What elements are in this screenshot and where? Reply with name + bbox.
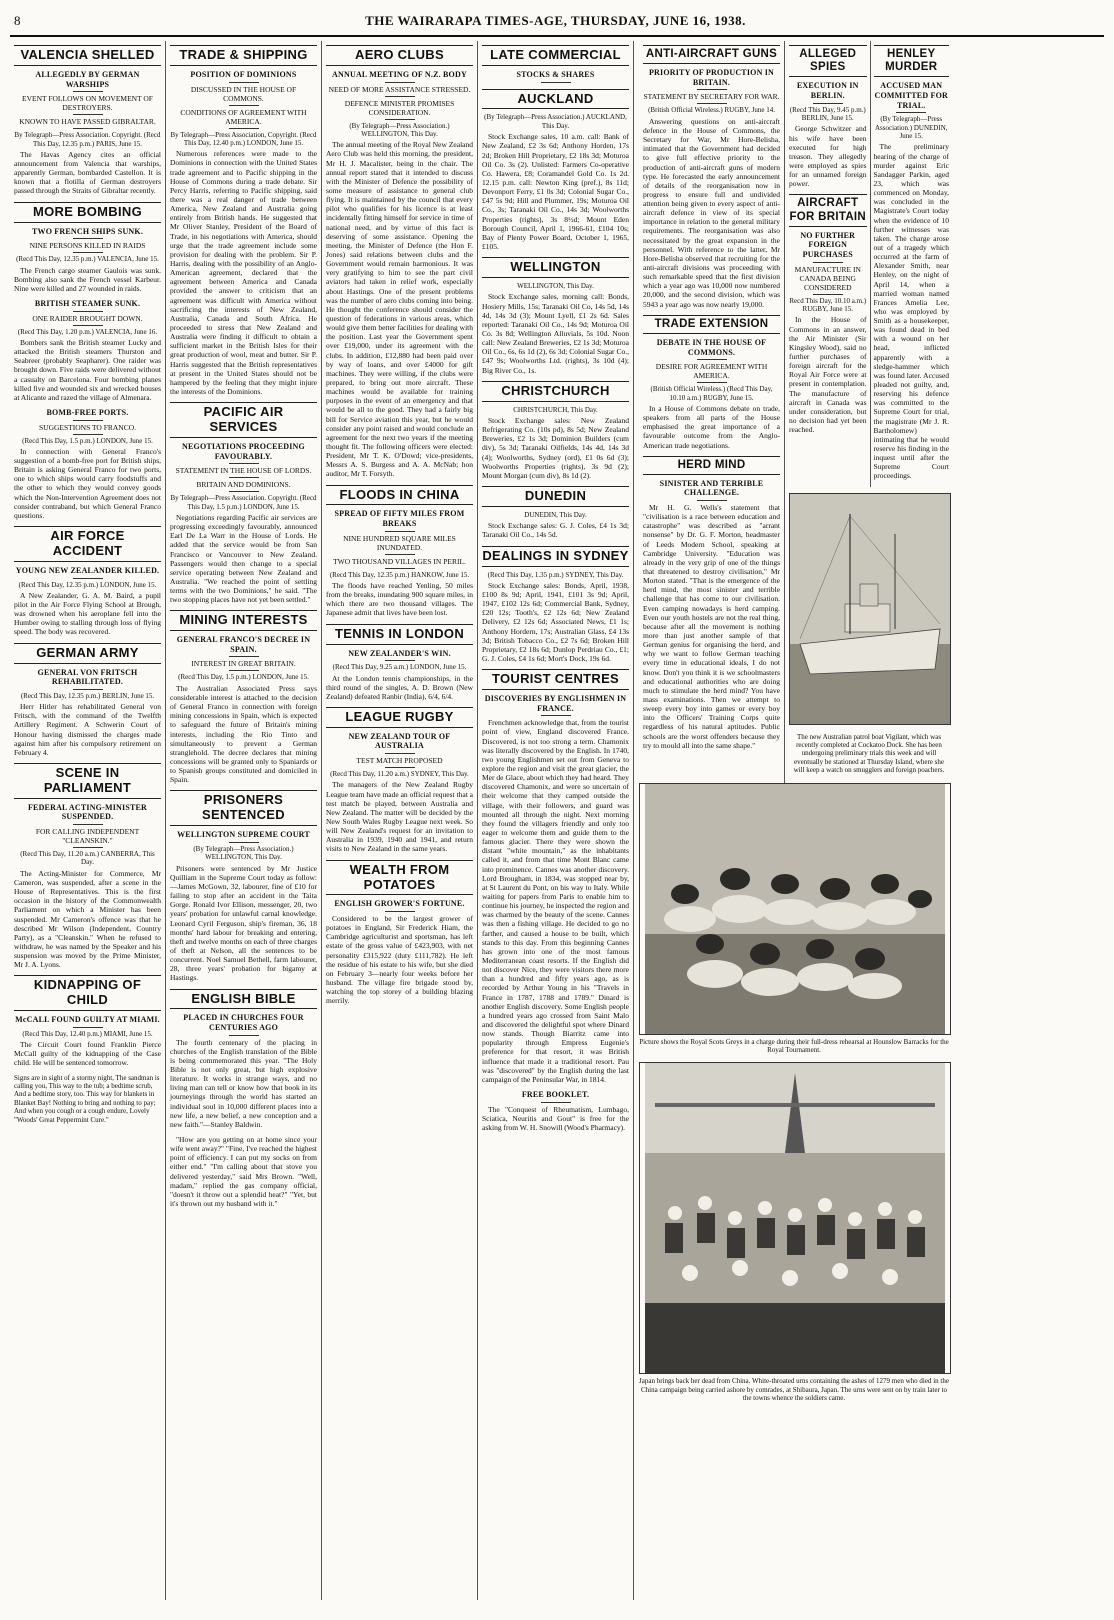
dateline: By Telegraph—Press Association, Copyright. (Recd This Day, 12.40 p.m.) LONDON, June 15.: [170, 130, 317, 147]
article: [14, 763, 161, 969]
article-body: Negotiations regarding Pacific air services are progressing exceedingly favourably, announced Earl De La Warr in the House of Lords. He added that the service would be from San Francisco or Vancouver to New Zealand. Passengers would then change to a special service operating between New Zealand and Australia. "We reached the point of settling terms with the two Dominions," he said. "The two stopping places have not yet been settled.": [170, 512, 317, 605]
article-body: Herr Hitler has rehabilitated General von Fritsch, with the command of the Twelfth Artillery Regiment. A Schwerin Court of Honour having dismissed the charges made against him after his compulsory retirement on February 4.: [14, 702, 161, 757]
column-2: [166, 41, 322, 1600]
article-subheading: BRITAIN AND DOMINIONS.: [196, 480, 291, 490]
article-body: Frenchmen acknowledge that, from the tourist point of view, England discovered France. Discovered, is not too strong a term. Chamonix was literally discovered by the English. In 1740, two young Englishmen set out from Geneva to explore the region and visit the great glacier, the Mer de Glace, about which they had heard. They discovered Chamonix, and were so uncertain of their welcome that they camped outside the village, with their followers, and guard was mounted all through the night. Next morning they found the villagers friendly and only too eager to welcome them and guide them to the famous glacier. There they were shown the distant "white mountain," as the inhabitants called it, and from that time Mont Blanc came into prominence. Cannes was another discovery. Lord Brougham, in 1834, was stopped near by, at St Laurent du Pont, on his way to Italy. While waiting for papers from Paris to enable him to continue his journey, he inspected the region and was charmed by the beauty of the scene. Cannes was then a fishing village. He decided to go no farther, and caused a house to be built, which stands to this day. From this beginning Cannes has grown into one of the most famous Mediterranean coast resorts. If the English did not discover Nice, they were visitors there more than a hundred and fifty years ago, as is recorded by Arthur Young in his "Travels in France in 1787, 1788 and 1789." Dinard is another English discovery. Some English people a hundred years ago crossed from Saint Malo and discovered the delightful spot where Dinard now stands. Though Biarritz came into popularity through Empress Eugenie's preference for that resort, it was British influence that made it a traditional resort. Pau was "discovered" by the English during the last campaign of the Peninsular War, in 1814.: [482, 718, 629, 1084]
article-subheading: MANUFACTURE IN CANADA BEING CONSIDERED: [794, 264, 861, 292]
article-body: Stock Exchange sales, 10 a.m. call: Bank of New Zealand, £2 3s 6d; Anthony Horden, 17s 2d; Broken Hill Proprietary, £2 18s 3d; Moturoa Oil Co. 3s (2). Unlisted: Farmers Co-operative Co. Hawera, £8; Coramandel Gold Co. 1s 2d. 12.15 p.m. call: Newton King (pref.), 8s 11d; Devonport Ferry, £1 0s 3d; Colonial Sugar Co., £47 5s 9d; Hill and Plummer, 19s; Moturoa Oil Co., 3s; Taranaki Oil Co., 14s 3d; Woolworths Properties (rights), 3s 8½d; Mount Eden Borough Council, April 1, 1966-61, £104 10s; Bay of Plenty Power Board, October 1, 1965, £105.: [482, 132, 629, 251]
article-subheading: YOUNG NEW ZEALANDER KILLED.: [15, 565, 160, 575]
article-subheading: WELLINGTON SUPREME COURT: [177, 830, 310, 840]
article: [14, 408, 161, 520]
japan-urns-photo: [639, 1062, 951, 1374]
greys-caption: Picture shows the Royal Scots Greys in a charge during their full-dress rehearsal at Hounslow Barracks for the Royal Tournament.: [639, 1037, 949, 1054]
article-body: In connection with General Franco's suggestion of a bomb-free port for British ships, Britain is asking General Franco for two ports, one to which ships would carry foodstuffs and the other to which they would convey goods which the Non-Intervention Agreement does not consider contraband, but which General Franco questions.: [14, 446, 161, 520]
article-headline: DUNEDIN: [482, 486, 629, 507]
article-body: The annual meeting of the Royal New Zealand Aero Club was held this morning, the president, Mr H. J. Macalister, being in the chair. The annual report stated that it intended to discuss with the Minister of Defence the possibility of some measure of assistance to general club flying. It is maintained by the council that every pilot who qualifies for his licence is at least incidentally fitting himself for service in time of national need, and by virtue of this fact is deserving of some assistance. Opening the meeting, the Minister of Defence (the Hon F. Jones) said relations between clubs and the Government would remain harmonious. It was very gratifying to him to see the part civil aviators had taken in relief work, especially about Hastings. One of the present problems was the number of aero clubs coming into being. He thought the conference should consider the question of federations in various areas, which would give them better facilities for dealing with the position. Last year the Government spent over £19,000, under its agreement with the clubs. In addition, £12,880 had been paid over by way of loans, and over £4000 for gift machines. They were willing, if the clubs were prepared, to bring out more aircraft. These machines would be available for training purposes in the event of an emergency and that would be all to the good. They had a fairly big bill for Service aviation this year, but he would consider any point raised and would conclude an agreement for the next two years if the meeting thought fit. The following officers were elected: President, Mr T. K. O'Dowd; vice-presidents, Messrs A. S. Burgess and A. A. McNab; hon auditor, Mr T. Forsyth.: [326, 140, 473, 479]
article-headline: GERMAN ARMY: [14, 643, 161, 664]
dateline: By Telegraph—Press Association. Copyright. (Recd This Day, 12.35 p.m.) PARIS, June 15.: [14, 131, 161, 148]
article: [14, 45, 161, 196]
article-headline: AIRCRAFT FOR BRITAIN: [789, 194, 867, 226]
column-4: [478, 41, 634, 1600]
article-subheading: SPREAD OF FIFTY MILES FROM BREAKS: [334, 509, 465, 529]
article-body: Stock Exchange sales, morning call: Bonds, Hosiery Mills, 15s; Taranaki Oil Co, 14s 5d, 14s 4d, 14s 3d (3); Mount Lyell, £1 2s 6d. Sales reported: Taranaki Oil Co., 14s 9d; Moturoa Oil Co. 3s 8d; Wellington Alluvials, 5s 10d. Noon call: New Zealand Breweries, £2 1s 3d; Moturoa Oil Co., 6s, 6s 1d (2), 6s 3d; Colonial Sugar Co., £47 9s; Woolworths Ltd. (rights), 3s 10d (4); Big River Co., 1s.: [482, 292, 629, 375]
dateline: (Recd This Day, 9.45 p.m.) BERLIN, June 15.: [789, 105, 866, 123]
article-subheading: ENGLISH GROWER'S FORTUNE.: [334, 899, 465, 909]
article: [482, 89, 629, 252]
newspaper-page: [10, 10, 1104, 1600]
article-subheading: FOR CALLING INDEPENDENT "CLEANSKIN.": [35, 827, 140, 846]
article-body: Considered to be the largest grower of potatoes in England, Sir Frederick Hiam, the Cambridge agriculturist and sportsman, has left estate of the gross value of £423,903, with net personality £315,922 (duty £111,782). He left the residue of his estate to his wife, but she died on February 3—nearly four weeks before her husband. The village fire brigade stood by, watching the top storey of a building blazing merrily.: [326, 914, 473, 1006]
article-body: Numerous references were made to the Dominions in connection with the United States trade agreement and to Pacific shipping in the House of Commons during a trade debate. Sir Percy Harris, referring to Pacific shipping, said there was a real danger of trade between America, New Zealand and Australia going entirely from British hands. He suggested that Mr Oliver Stanley, President of the Board of Trade, in his negotiations with America, should urge that the trade agreement include some provision for dealing with the problem. Sir P. Harris, dealing with the possibility of an Anglo-American agreement, declared that the agreement between America and Canada provided the answer to criticism that an agreement was difficult with America without sacrificing the interests of New Zealand, Australia, Canada and South Africa. He proceeded to stress that New Zealand and Australia were finding it difficult to obtain a sufficient market in the British Isles for their great production of wool, meat and butter. Sir P. Harris suggested that the British representatives at present in the United States should not be hampered by the feeling that they might injure the interests of the Dominions.: [170, 149, 317, 396]
dateline: (Recd This Day, 1.20 p.m.) VALENCIA, June 16.: [17, 327, 158, 336]
article-subheading: STOCKS & SHARES: [516, 69, 595, 79]
divider-rule: [385, 554, 415, 555]
dateline: (By Telegraph—Press Association.) WELLINGTON, This Day.: [193, 844, 294, 862]
divider-rule: [229, 670, 259, 671]
right-section: [634, 41, 954, 1600]
article: [482, 45, 629, 83]
newspaper-title: THE WAIRARAPA TIMES-AGE, THURSDAY, JUNE 16, 1938.: [365, 13, 746, 28]
divider-rule: [73, 847, 103, 848]
article-body: At the London tennis championships, in the third round of the singles, A. D. Brown (New Zealand) defeated Ranbir (India), 6/4, 6/4.: [326, 673, 473, 701]
column-6: [789, 41, 871, 487]
article-body: The Circuit Court found Franklin Pierce McCall guilty of the kidnapping of the Case child. He will be sentenced tomorrow.: [14, 1040, 161, 1068]
divider-rule: [697, 382, 727, 383]
article-body: George Schwitzer and his wife have been executed for high treason. They allegedly were employed as spies for an unnamed foreign power.: [789, 124, 867, 189]
article: [170, 45, 317, 396]
dateline: (Recd This Day, 11.20 a.m.) SYDNEY, This Day.: [330, 770, 469, 779]
article: [326, 707, 473, 854]
dateline: (Recd This Day, 12.40 p.m.) MIAMI, June 15.: [22, 1029, 153, 1038]
article-subheading: NO FURTHER FOREIGN PURCHASES: [800, 230, 856, 260]
dateline: (Recd This Day, 9.25 a.m.) LONDON, June 15.: [332, 663, 467, 672]
divider-rule: [697, 500, 727, 501]
article-subheading: NEW ZEALAND TOUR OF AUSTRALIA: [348, 731, 451, 751]
article-headline: MORE BOMBING: [14, 202, 161, 223]
article-subheading: DEFENCE MINISTER PROMISES CONSIDERATION.: [344, 98, 455, 117]
divider-rule: [73, 420, 103, 421]
divider-rule: [229, 1035, 259, 1036]
article-subheading: PRIORITY OF PRODUCTION IN BRITAIN.: [648, 68, 775, 87]
dateline: (Recd This Day, 12.35 p.m.) HANKOW, June 15.: [329, 570, 470, 579]
dateline: (Recd This Day, 1.5 p.m.) LONDON, June 15.: [178, 673, 309, 682]
divider-rule: [229, 463, 259, 464]
divider-rule: [697, 103, 727, 104]
article-body: The "Conquest of Rheumatism, Lumbago, Sciatica, Neuritis and Gout" is free for the asking from W. H. Snowill (Wood's Pharmacy).: [482, 1104, 629, 1132]
article: [326, 45, 473, 479]
article: [482, 257, 629, 375]
article-subheading: FEDERAL ACTING-MINISTER SUSPENDED.: [27, 802, 148, 822]
article-subheading: NEGOTIATIONS PROCEEDING FAVOURABLY.: [182, 441, 305, 461]
divider-rule: [229, 842, 259, 843]
divider-rule: [541, 715, 571, 716]
divider-rule: [73, 824, 103, 825]
article-headline: PRISONERS SENTENCED: [170, 790, 317, 826]
divider-rule: [385, 911, 415, 912]
article: [326, 624, 473, 701]
article-headline: ALLEGED SPIES: [789, 45, 867, 77]
article-headline: MINING INTERESTS: [170, 610, 317, 631]
masthead: [10, 10, 1104, 37]
divider-rule: [73, 689, 103, 690]
article-headline: ENGLISH BIBLE: [170, 989, 317, 1010]
article-headline: SCENE IN PARLIAMENT: [14, 763, 161, 799]
divider-rule: [73, 128, 103, 129]
article: [482, 381, 629, 480]
royal-scots-greys-photo: [639, 783, 951, 1035]
article-headline: CHRISTCHURCH: [482, 381, 629, 402]
ship-caption: The new Australian patrol boat Vigilant, which was recently completed at Cockatoo Dock. She has been undergoing preliminary trials this week and will eventually be stationed at Thursday Island, where she will keep a watch on smugglers and foreign poachers.: [793, 732, 945, 775]
article: [14, 526, 161, 637]
article-subheading: NINE HUNDRED SQUARE MILES INUNDATED.: [343, 533, 456, 552]
divider-rule: [229, 128, 259, 129]
divider-rule: [385, 531, 415, 532]
divider-rule: [73, 91, 103, 92]
article-body: "How are you getting on at home since your wife went away?" "Fine, I've reached the highest point of efficiency. I can put my socks on from either end." "I'm calling about that stove you delivered yesterday," said Mrs Brown. "Well, madam," replied the gas company official, "doesn't it throw out a splendid heat?" "Yet, but it's thrown out my husband with it.": [170, 1135, 317, 1209]
article-subheading: DESIRE FOR AGREEMENT WITH AMERICA.: [655, 362, 768, 381]
article-body: A New Zealander, G. A. M. Baird, a pupil pilot in the Air Force Flying School at Brough, was drowned when his aeroplane fell into the Humber owing to stalling through loss of flying speed. The body was recovered.: [14, 590, 161, 637]
divider-rule: [813, 262, 843, 263]
article-headline: WELLINGTON: [482, 257, 629, 278]
divider-rule: [697, 89, 727, 90]
article: [14, 299, 161, 402]
article-subheading: NINE PERSONS KILLED IN RAIDS: [29, 241, 146, 251]
dateline: By Telegraph—Press Association. Copyright. (Recd This Day, 1.5 p.m.) LONDON, June 15.: [170, 494, 317, 511]
article-subheading: FREE BOOKLET.: [521, 1089, 590, 1099]
article-subheading: EXECUTION IN BERLIN.: [796, 81, 859, 101]
divider-rule: [541, 1102, 571, 1103]
article-body: Prisoners were sentenced by Mr Justice Quilliam in the Supreme Court today as follow:—James McGown, 32, labourer, fine of £10 for failing to stop after an accident in the Taita Gorge. Ronald Ivor Ellison, messenger, 20, two years' probation for unlawful carnal knowledge. Leonard Cyril Ferguson, ship's fireman, 36, 18 months' hard labour for breaking and entering, theft and twelve months on each of three charges of theft at Nelson, all the sentences to be concurrent. Noel Samuel Bethell, farm labourer, 28, three years' probation for bigamy at Hastings.: [170, 863, 317, 983]
divider-rule: [73, 434, 103, 435]
article-body: In a House of Commons debate on trade, speakers from all parts of the House emphasised the great importance of a favourable outcome from the Anglo-American trade negotiations.: [643, 403, 780, 450]
divider-rule: [229, 477, 259, 478]
article-headline: AUCKLAND: [482, 89, 629, 110]
divider-rule: [229, 491, 259, 492]
article-subheading: BRITISH STEAMER SUNK.: [34, 298, 141, 308]
verse-advertisement: Signs are in sight of a stormy night, The sandman is calling you, This way to the tub; a bedtime scrub, And a bedtime story, too. This way for blankets in Blanket Bay! Nothing to bring and nothing to pay; And when you cough or a cough endure, Lovely "Woods' Great Peppermint Cure.": [14, 1073, 160, 1124]
divider-rule: [813, 294, 843, 295]
article-body: Answering questions on anti-aircraft defence in the House of Commons, the Secretary for War, Mr Hore-Belisha, intimated that the Government had decided to give full effective priority to the production of anti-aircraft guns of modern type. He forecasted the early announcement of details of the reorganisation now in progress to ensure full and undivided attention being given to every aspect of anti-aircraft defence in view of its special importance in relation to the general military requirements. The reorganisation was also necessitated by the great expansion in the personnel. With reference to the latter, Mr Hore-Belisha observed that recruiting for the anti-aircraft divisions was proceeding with such remarkable speed that the first division which a year ago was 10,000 now numbered 20,000, and the second division, which was 5943 a year ago was now nearly 19,000.: [643, 116, 780, 309]
article: [170, 790, 317, 982]
article-headline: TENNIS IN LONDON: [326, 624, 473, 645]
article-headline: AERO CLUBS: [326, 45, 473, 66]
article-subheading: SUGGESTIONS TO FRANCO.: [38, 422, 137, 432]
divider-rule: [385, 82, 415, 83]
divider-rule: [385, 119, 415, 120]
article-subheading: GENERAL FRANCO'S DECREE IN SPAIN.: [176, 635, 311, 654]
article-headline: TRADE EXTENSION: [643, 315, 780, 334]
dateline: (By Telegraph—Press Association.) DUNEDIN, June 15.: [874, 115, 948, 140]
article-subheading: McCALL FOUND GUILTY AT MIAMI.: [15, 1015, 160, 1025]
divider-rule: [697, 359, 727, 360]
divider-rule: [73, 578, 103, 579]
article-body: The Acting-Minister for Commerce, Mr Cameron, was suspended, after a scene in the House of Representatives. This is the first occasion in the history of the Commonwealth Parliament on which a Minister has been suspended. Mr Cameron's offence was that he described Mr Wilson (Independent, Country Party), as a "Cleanskin." When he refused to withdraw, he was named by the Speaker and his suspension was moved by the Prime Minister, Mr J. A. Lyons.: [14, 868, 161, 970]
article-subheading: DISCUSSED IN THE HOUSE OF COMMONS.: [190, 84, 297, 103]
dateline: Recd This Day, 10.10 a.m.) RUGBY, June 15.: [789, 296, 867, 313]
divider-rule: [385, 767, 415, 768]
article-headline: WEALTH FROM POTATOES: [326, 860, 473, 896]
dateline: (Recd This Day, 12.35 p.m.) BERLIN, June 15.: [20, 691, 155, 700]
article-body: The preliminary hearing of the charge of murder against Eric Sandagger Parkin, aged 23, which was commenced on Monday, was concluded in the Magistrate's Court today when the evidence of 10 further witnesses was taken. The charge arose out of a tragedy which occurred at the farm of Alexander Smith, near Henley, on the night of April 14, when a married woman named Frances Amelia Lee, who was employed by Smith as a housekeeper, was found dead in bed with a wound on her head, inflicted apparently with a sledge-hammer which was found later. Accused pleaded not guilty, and, reserving his defence was committed to the Supreme Court for trial, the magistrate (Mr J. R. Bartholomew) intimating that he would reserve his finding in the inquest until after the Supreme Court proceedings.: [873, 142, 949, 481]
dateline: CHRISTCHURCH, This Day.: [513, 405, 598, 414]
dateline: (British Official Wireless.) RUGBY, June 14.: [648, 106, 775, 115]
divider-rule: [73, 325, 103, 326]
dateline: (Recd This Day, 1.35 p.m.) SYDNEY, This Day.: [487, 570, 624, 579]
article-headline: PACIFIC AIR SERVICES: [170, 402, 317, 438]
page-number: 8: [14, 13, 21, 28]
divider-rule: [385, 96, 415, 97]
divider-rule: [229, 656, 259, 657]
article-headline: TOURIST CENTRES: [482, 669, 629, 690]
article: [482, 669, 629, 1084]
article-body: Stock Exchange sales: Bonds, April, 1938, £100 8s 9d; April, 1941, £101 3s 9d; April, 1947, £102 12s 6d; Commercial Bank, Sydney, £20 12s; Tooth's, £2 12s 6d; New Zealand Delivery, £2 12s 6d; Associated News, £1 1s; Anthony Hordern, 17s; Australian Glass, £4 13s 3d; British Tobacco Co., £2 7s 6d; Broken Hill Proprietary, £2 18s 6d; Dunlop Perdriau Co., £1; G. J. Coles, £4 1s 6d; Mort's Dock, 19s 6d.: [482, 580, 629, 664]
divider-rule: [73, 252, 103, 253]
article-body: The Havas Agency cites an official announcement from Valencia that warships, apparently German, bombarded Castellon. It is known that a flotilla of German destroyers passed through the Straits of Gibraltar recently.: [14, 149, 161, 196]
article-subheading: TEST MATCH PROPOSED: [356, 756, 443, 766]
column-7: [871, 41, 950, 487]
divider-rule: [229, 105, 259, 106]
article-body: The managers of the New Zealand Rugby League team have made an official request that a test match be played, between Australia and New Zealand. The matter will be decided by the New South Wales Rugby League next week. So will New Zealand's request for an invitation to Australia in 1939, 1940 and 1941, and return visits to New Zealand in the same years.: [326, 780, 473, 854]
divider-rule: [385, 753, 415, 754]
article-headline: TRADE & SHIPPING: [170, 45, 317, 66]
article-headline: FLOODS IN CHINA: [326, 485, 473, 506]
article-headline: AIR FORCE ACCIDENT: [14, 526, 161, 562]
article: [789, 45, 867, 188]
article-body: Stock Exchange sales: New Zealand Refrigerating Co. (10s pd), 8s 5d; New Zealand Breweries, £2 1s 3d; Dominion Builders (cum div), 5s 3d; Taranaki Oilfields, 14s 4d, 14s 3d (4); Woolworths, Sydney (ord), £1 0s 6d (3); Woolworths Properties (rights), 3s 9d (2); Mount Morgan (cum div), 8s 1d (2).: [482, 416, 629, 480]
dateline: (Recd This Day, 11.20 a.m.) CANBERRA, This Day.: [20, 850, 155, 867]
article-headline: HENLEY MURDER: [874, 45, 950, 77]
article-subheading: KNOWN TO HAVE PASSED GIBRALTAR.: [19, 117, 156, 127]
divider-rule: [541, 82, 571, 83]
divider-rule: [813, 103, 843, 104]
article: [170, 989, 317, 1130]
article: [643, 45, 780, 309]
article: [170, 402, 317, 604]
article-body: Bombers sank the British steamer Lucky and attacked the British steamers Thurston and Seabreer (probably Seapharer). One raider was brought down. Five raids were delivered without a casualty on Barcelona. Four bombing planes killed five and wounded six and wrecked houses at Alicante and razed the village of Almenara.: [14, 337, 161, 402]
article: [170, 1135, 317, 1208]
article-body: Stock Exchange sales: G. J. Coles, £4 1s 3d; Taranaki Oil Co., 14s 5d.: [482, 521, 629, 540]
divider-rule: [896, 112, 926, 113]
dateline: (British Official Wireless.) (Recd This Day, 10.10 a.m.) RUGBY, June 15.: [650, 385, 773, 402]
divider-rule: [229, 82, 259, 83]
dateline: (By Telegraph—Press Association.) AUCKLAND, This Day.: [484, 113, 627, 130]
divider-rule: [73, 238, 103, 239]
article-body: The fourth centenary of the placing in churches of the English translation of the Bible is being commemorated this year. "The Holy Bible is not only great, but high explosive literature. It works in strange ways, and no living man can tell or know how that book in its journeyings through the world has started an individual soul in 10,000 different places into a new life, a new belief, a new conception and a new faith."—Stanley Baldwin.: [170, 1037, 317, 1129]
article-subheading: ACCUSED MAN COMMITTED FOR TRIAL.: [874, 81, 948, 110]
article-body: The Australian Associated Press says considerable interest is attached to the decision of General Franco in connection with foreign mining concessions in Spain, which is expected to safeguard the future of Britain's mining interests, including the Rio Tinto and simultaneously to prevent a German stranglehold. The decree declares that mining concessions will be granted only to Spaniards or to Spanish groups constituted and domiciled in Spain.: [170, 683, 317, 785]
divider-rule: [73, 311, 103, 312]
article-subheading: CONDITIONS OF AGREEMENT WITH AMERICA.: [180, 107, 307, 126]
japan-caption: Japan brings back her dead from China. White-throated urns containing the ashes of 1279 men who died in the China campaign being carried ashore by comrades, at Shibaura, Japan. The urns were sent on by train later to the towns whence the soldiers came.: [639, 1377, 949, 1403]
article-subheading: ONE RAIDER BROUGHT DOWN.: [32, 313, 143, 323]
article-subheading: SINISTER AND TERRIBLE CHALLENGE.: [659, 478, 764, 498]
article: [874, 45, 950, 481]
column-1: [10, 41, 166, 1600]
column-3: [322, 41, 478, 1600]
ship-photo: [789, 493, 951, 725]
dateline: WELLINGTON, This Day.: [517, 282, 594, 291]
dateline: DUNEDIN, This Day.: [524, 510, 587, 519]
article-subheading: GENERAL VON FRITSCH REHABILITATED.: [37, 667, 138, 687]
article-subheading: TWO THOUSAND VILLAGES IN PERIL.: [333, 556, 466, 566]
article: [170, 610, 317, 784]
article-headline: ANTI-AIRCRAFT GUNS: [643, 45, 780, 64]
divider-rule: [73, 114, 103, 115]
article-body: The French cargo steamer Gaulois was sunk. Bombing also sank the French vessel Karbeur. Nine were killed and 27 wounded in raids.: [14, 265, 161, 293]
right-upper: [785, 41, 949, 783]
article-subheading: INTEREST IN GREAT BRITAIN.: [191, 659, 296, 669]
article: [643, 456, 780, 750]
article: [789, 194, 867, 434]
article-subheading: NEW ZEALANDER'S WIN.: [348, 648, 451, 658]
article-subheading: EVENT FOLLOWS ON MOVEMENT OF DESTROYERS.: [22, 94, 153, 113]
article-subheading: PLACED IN CHURCHES FOUR CENTURIES AGO: [183, 1013, 304, 1033]
article-subheading: POSITION OF DOMINIONS: [190, 69, 297, 79]
article: [326, 860, 473, 1006]
article-headline: VALENCIA SHELLED: [14, 45, 161, 66]
divider-rule: [73, 1027, 103, 1028]
article-subheading: STATEMENT BY SECRETARY FOR WAR.: [643, 92, 780, 102]
article-headline: LATE COMMERCIAL: [482, 45, 629, 66]
article-body: In the House of Commons in an answer, the Air Minister (Sir Kingsley Wood), said no further purchases of foreign aircraft for the Royal Air Force were at present in contemplation. The manufacture of aircraft in Canada was under consideration, but no decision had yet been reached.: [789, 315, 867, 435]
article-subheading: STATEMENT IN THE HOUSE OF LORDS.: [175, 466, 312, 476]
article-subheading: DISCOVERIES BY ENGLISHMEN IN FRANCE.: [484, 694, 627, 713]
article: [482, 546, 629, 664]
article: [643, 315, 780, 450]
article: [482, 486, 629, 540]
article-headline: LEAGUE RUGBY: [326, 707, 473, 728]
dateline: (Recd This Day, 1.5 p.m.) LONDON, June 15.: [22, 436, 153, 445]
article-headline: HERD MIND: [643, 456, 780, 475]
dateline: (Recd This Day, 12.35 p.m.) VALENCIA, June 15.: [16, 255, 159, 264]
article: [326, 485, 473, 618]
article-subheading: BOMB-FREE PORTS.: [46, 407, 129, 417]
dateline: (Recd This Day, 12.35 p.m.) LONDON, June 15.: [18, 580, 157, 589]
article-subheading: TWO FRENCH SHIPS SUNK.: [31, 226, 144, 236]
article: [14, 643, 161, 757]
article-body: The floods have reached Yenling, 50 miles from the breaks, inundating 900 square miles, in which there are two thousand villages. The Japanese admit that lives have been lost.: [326, 581, 473, 618]
article-headline: KIDNAPPING OF CHILD: [14, 975, 161, 1011]
article-subheading: DEBATE IN THE HOUSE OF COMMONS.: [656, 337, 767, 357]
article: [14, 202, 161, 293]
article-subheading: ANNUAL MEETING OF N.Z. BODY: [332, 69, 467, 79]
article-body: Mr H. G. Wells's statement that "civilisation is a race between education and catastrophe" was described as "arrant nonsense" by Dr. G. F. Morton, headmaster of Leeds Modern School, speaking at Cambridge University. "Education was already in the very grip of one of the things that threatened to destroy civilisation," Mr Morton stated. "That is the emergence of the herd mind, the most sinister and terrible challenge that has come to our civilisation. Even camping nowadays is herd camping. Even our youth hostels are not the real thing, because after all the movement is nothing more than just another sample of that German genius for organising the herd, and why we want to follow German teaching every time in educational ideals, I do not know. Don't you think it is we schoolmasters and educational authorities who are doing much to stimulate the herd mind? You have mass examinations. Then we attempt to sweep every boy into games or every boy into the Officers' Training Corps quite regardless of his natural aptitudes. Public schools are the worst offenders because they try to mould all into the same shape.": [643, 503, 780, 750]
article-headline: DEALINGS IN SYDNEY: [482, 546, 629, 567]
article-subheading: NEED OF MORE ASSISTANCE STRESSED.: [328, 84, 471, 94]
divider-rule: [385, 568, 415, 569]
dateline: (By Telegraph—Press Association.) WELLINGTON, This Day.: [349, 121, 450, 138]
article: [482, 1090, 629, 1132]
divider-rule: [385, 660, 415, 661]
column-5: [639, 41, 785, 783]
article-subheading: ALLEGEDLY BY GERMAN WARSHIPS: [35, 69, 140, 89]
article: [14, 975, 161, 1067]
